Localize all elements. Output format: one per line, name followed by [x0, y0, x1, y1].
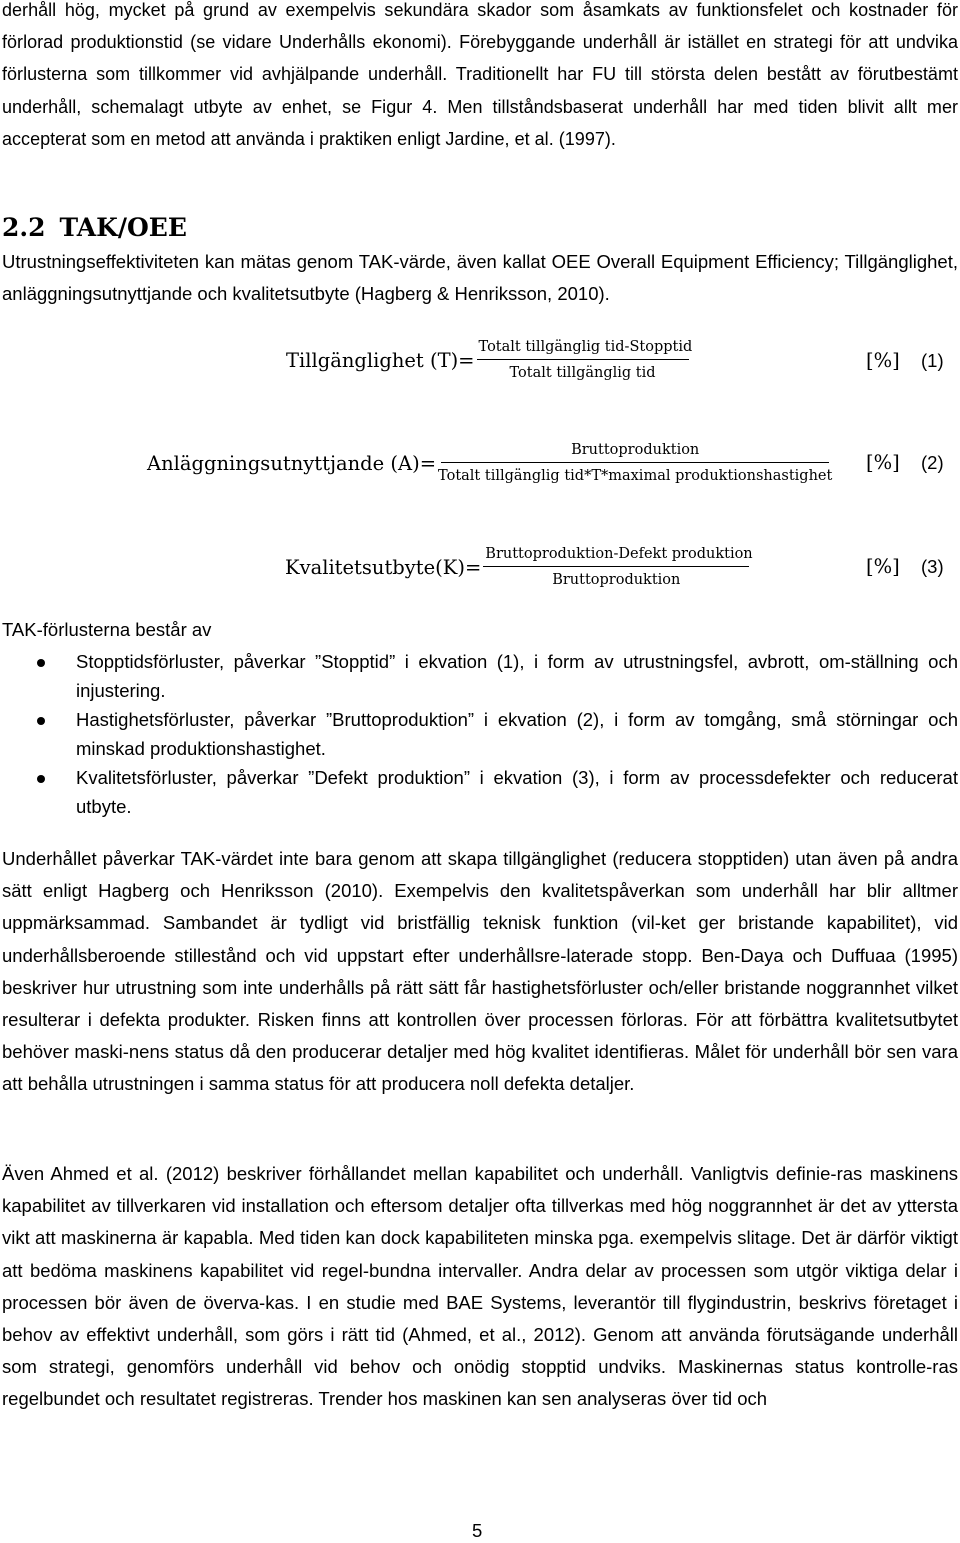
section-number: 2.2 — [2, 213, 46, 242]
capability-paragraph: Även Ahmed et al. (2012) beskriver förhållandet mellan kapabilitet och underhåll. Vanligtvis definie-ras maskinens kapabilitet av tillverkaren vid installation och eftersom detaljer ofta tillverkas med hög noggrannhet är det av yttersta vikt att maskinerna är kapabla. Med tiden kan dock kapabiliteten minska pga. exempelvis slitage. Det är därför viktigt att bedöma maskinens kapabilitet vid regel-bundna intervaller. Andra delar av processen som utgör viktiga delar i processen bör även de överva-kas. I en studie med BAE Systems, leverantör till flygindustrin, beskrivs företaget i behov av effektivt underhåll, som görs i rätt tid (Ahmed, et al., 2012). Genom att använda förutsägande underhåll som strategi, genomförs underhåll vid behov och onödig stopptid undviks. Maskinernas status kontrolle-ras regelbundet och resultatet registreras. Trender hos maskinen kan sen analyseras över tid och — [2, 1163, 958, 1410]
page-number: 5 — [472, 1520, 483, 1541]
losses-intro: TAK-förlusterna består av — [2, 619, 212, 640]
list-item — [0, 648, 958, 705]
bullet-icon — [37, 775, 45, 783]
formula-denominator: Totalt tillgänglig tid — [509, 365, 656, 381]
list-item — [0, 706, 958, 763]
formula-unit: [%] — [866, 349, 900, 372]
section-heading — [2, 208, 187, 248]
formula-lhs: Anläggningsutnyttjande (A)= — [147, 451, 437, 475]
losses-list — [0, 648, 958, 822]
maintenance-paragraph: Underhållet påverkar TAK-värdet inte bara genom att skapa tillgänglighet (reducera stopptiden) utan även på andra sätt enligt Hagberg och Henriksson (2010). Exempelvis den kvalitetspåverkan som underhåll har blir alltmer uppmärksammad. Sambandet är tydligt vid bristfällig teknisk funktion (vil-ket ger bristande kapabilitet), vid underhållsberoende stillestånd och vid uppstart efter underhållsre-laterade stopp. Ben-Daya och Duffuaa (1995) beskriver hur utrustning som inte underhålls på rätt sätt får hastighetsförluster och/eller bristande noggrannhet vilket resulterar i defekta produkter. Risken finns att kontrollen över processen förloras. För att förbättra kvalitetsutbytet behöver maski-nens status då den producerar detaljer med hög kvalitet identifieras. Målet för underhåll bör sen vara att behålla utrustningen i samma status för att producera noll defekta detaljer. — [2, 848, 958, 1095]
list-item-text: Hastighetsförluster, påverkar ”Bruttoproduktion” i ekvation (2), i form av tomgång, små störningar och minskad produktionshastighet. — [76, 709, 958, 759]
equation-number: (3) — [921, 556, 944, 577]
formula-lhs: Kvalitetsutbyte(K)= — [285, 555, 482, 579]
bullet-icon — [37, 717, 45, 725]
formula-numerator: Totalt tillgänglig tid-Stopptid — [477, 337, 689, 360]
formula-numerator: Bruttoproduktion — [441, 440, 829, 463]
formula-fraction — [438, 440, 832, 486]
formula-availability — [286, 337, 693, 383]
formula-quality — [285, 544, 753, 590]
formula-lhs: Tillgänglighet (T)= — [286, 348, 475, 372]
section-title: TAK/OEE — [59, 213, 187, 242]
list-item-text: Stopptidsförluster, påverkar ”Stopptid” i ekvation (1), i form av utrustningsfel, avbrott, om-ställning och injustering. — [76, 651, 958, 701]
definition-paragraph: Utrustningseffektiviteten kan mätas genom TAK-värde, även kallat OEE Overall Equipment Efficiency; Tillgänglighet, anläggningsutnyttjande och kvalitetsutbyte (Hagberg & Henriksson, 2010). — [2, 251, 958, 305]
formula-fraction — [483, 544, 753, 590]
formula-denominator: Bruttoproduktion — [552, 572, 681, 588]
bullet-icon — [37, 659, 45, 667]
formula-utilization — [147, 440, 832, 486]
list-item — [0, 764, 958, 821]
formula-fraction — [477, 337, 693, 383]
formula-numerator: Bruttoproduktion-Defekt produktion — [483, 544, 749, 567]
formula-unit: [%] — [866, 555, 900, 578]
list-item-text: Kvalitetsförluster, påverkar ”Defekt produktion” i ekvation (3), i form av processdefekter och reducerat utbyte. — [76, 767, 958, 817]
formula-denominator: Totalt tillgänglig tid*T*maximal produktionshastighet — [438, 468, 833, 484]
intro-paragraph: derhåll hög, mycket på grund av exempelvis sekundära skador som åsamkats av funktionsfelet och kostnader för förlorad produktionstid (se vidare Underhålls ekonomi). Förebyggande underhåll är istället en strategi för att undvika förlusterna som tillkommer vid avhjälpande underhåll. Traditionellt har FU till största delen bestått av förutbestämt underhåll, schemalagt utbyte av enhet, se Figur 4. Men tillståndsbaserat underhåll har med tiden blivit allt mer accepterat som en metod att använda i praktiken enligt Jardine, et al. (1997). — [2, 0, 958, 149]
equation-number: (2) — [921, 452, 944, 473]
formula-unit: [%] — [866, 451, 900, 474]
equation-number: (1) — [921, 350, 944, 371]
